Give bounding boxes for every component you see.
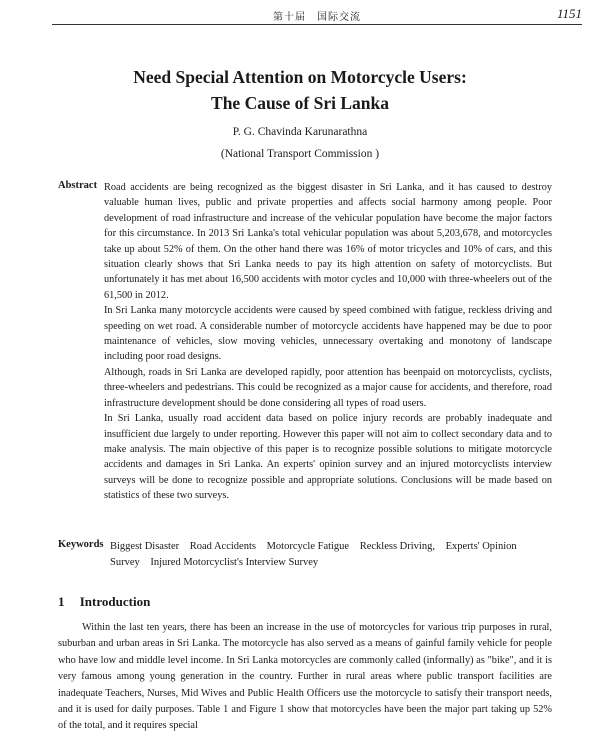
section-heading bbox=[58, 594, 150, 610]
keyword: Injured Motorcyclist's Interview Survey bbox=[150, 557, 319, 568]
title-line-2: The Cause of Sri Lanka bbox=[211, 93, 389, 113]
title-line-1: Need Special Attention on Motorcycle Users: bbox=[133, 67, 467, 87]
keyword: Road Accidents bbox=[189, 541, 256, 552]
abstract-paragraph: In Sri Lanka, usually road accident data based on police injury records are probably inadequate and insufficient due largely to under reporting. However this paper will not aim to collect secondary data and to make analysis. The main objective of this paper is to recognize possible solutions to mitigate motorcycle accidents and damages in Sri Lanka. An experts' opinion survey and an injured motorcyclists interview surveys will be done to recognize possible and appropriate solutions. Conclusions will be made based on statistics of these two surveys. bbox=[104, 413, 552, 502]
keyword: Reckless Driving, bbox=[359, 541, 435, 552]
keyword: Biggest Disaster bbox=[110, 541, 180, 552]
page-number: 1151 bbox=[556, 6, 582, 21]
abstract-paragraph: Although, roads in Sri Lanka are developed rapidly, poor attention has beenpaid on motorcyclists, cyclists, three-wheelers and pedestrians. This could be recognized as a major cause for accidents, and therefore, road infrastructure development should be done considering all types of road users. bbox=[104, 366, 552, 409]
keyword: Motorcycle Fatigue bbox=[266, 541, 350, 552]
author-affiliation: (National Transport Commission ) bbox=[220, 148, 380, 160]
abstract-paragraph: Road accidents are being recognized as the biggest disaster in Sri Lanka, and it has caused to destroy valuable human lives, public and private properties and affects social harmony among people. Poor development of road infrastructure and increase of the vehicular population have become the major factors for this circumstance. In 2013 Sri Lanka's total vehicular population was about 5,203,678, and motorcycles take up about 52% of them. On the other hand there was 16% of motor tricycles and 10% of cars, and this situation clearly shows that Sri Lanka needs to pay its high attention on safety of motorcyclists. But unfortunately it has met about 16,500 accidents with motor cycles and 10,000 with three-wheelers out of the 61,500 in 2012. bbox=[104, 182, 552, 301]
section-title: Introduction bbox=[79, 594, 151, 609]
abstract-paragraph: In Sri Lanka many motorcycle accidents were caused by speed combined with fatigue, reckless driving and speeding on wet road. A considerable number of motorcycle accidents have happened may be due to poor maintenance of vehicles, slow moving vehicles, unnecessary overtaking and monotony of landscape including poor road designs. bbox=[104, 305, 552, 363]
running-header bbox=[52, 6, 582, 25]
paper-title bbox=[0, 64, 600, 116]
section-number: 1 bbox=[58, 594, 65, 609]
keyword: Experts' Opinion Survey bbox=[110, 541, 517, 568]
abstract-body bbox=[104, 180, 552, 504]
author-name: P. G. Chavinda Karunarathna bbox=[232, 126, 368, 138]
keywords-list bbox=[110, 539, 550, 571]
journal-section-title: 第十届 国际交流 bbox=[273, 12, 361, 23]
introduction-paragraph: Within the last ten years, there has been an increase in the use of motorcycles for various trip purposes in rural, suburban and urban areas in Sri Lanka. The motorcycle has also served as a means of gainful family vehicle for people who have low and middle level income. In Sri Lanka motorcycles are commonly called (informally) as "bike", and it is very famous among young generation in the country. Further in rural areas where public transport facilities are inadequate Teachers, Nurses, Mid Wives and Public Health Officers use the motorcycle to satisfy their transport needs, and it is used for daily purposes. Table 1 and Figure 1 show that motorcycles have been the major part taking up 52% of the total, and it requires special bbox=[58, 622, 552, 732]
keywords-label: Keywords bbox=[58, 539, 104, 550]
abstract-label: Abstract bbox=[58, 180, 98, 191]
